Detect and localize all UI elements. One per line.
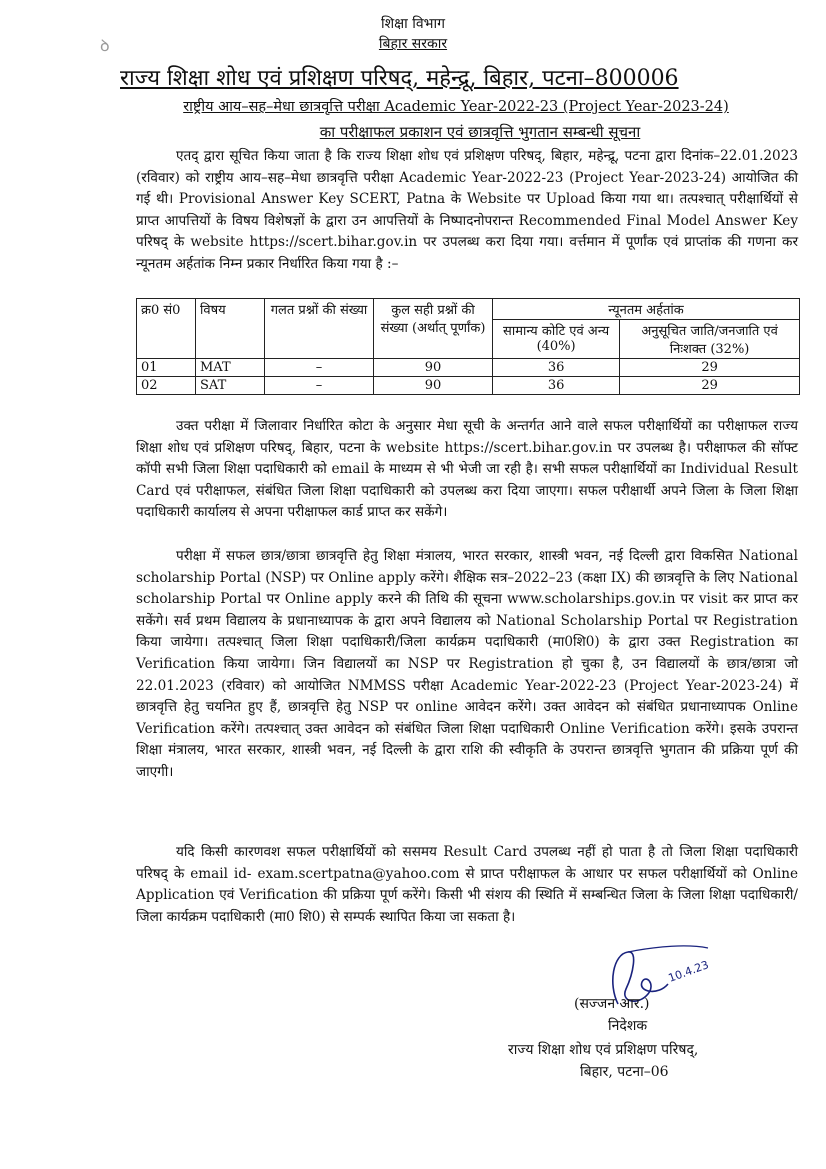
signatory-name: (सज्जन आर.) xyxy=(574,996,650,1012)
cell-serial: 01 xyxy=(137,359,196,377)
paragraph-contact: यदि किसी कारणवश सफल परीक्षार्थियों को ससमय Result Card उपलब्ध नहीं हो पाता है तो जिला शिक्षा पदाधिकारी परिषद् के email id- exam.scertpatna@yahoo.com से प्राप्त परीक्षाफल के आधार पर सफल परीक्षार्थियों को Online Application एवं Verification की प्रक्रिया पूर्ण करेंगे। किसी भी संशय की स्थिति में सम्बन्धित जिला के जिला शिक्षा पदाधिकारी/जिला कार्यक्रम पदाधिकारी (मा0 शि0) से सम्पर्क स्थापित किया जा सकता है। xyxy=(136,844,798,925)
table-header-row xyxy=(137,299,800,320)
header-general: सामान्य कोटि एवं अन्य (40%) xyxy=(493,320,620,359)
cell-sc-st: 29 xyxy=(620,377,800,395)
cell-subject: MAT xyxy=(196,359,265,377)
signatory-city: बिहार, पटना–06 xyxy=(580,1064,669,1080)
paragraph-scholarship: परीक्षा में सफल छात्र/छात्रा छात्रवृत्ति हेतु शिक्षा मंत्रालय, भारत सरकार, शास्त्री भवन, नई दिल्ली द्वारा विकसित National scholarship Portal (NSP) पर Online apply करेंगे। शैक्षिक सत्र–2022–23 (कक्षा IX) की छात्रवृत्ति के लिए National scholarship Portal पर Online apply करने की तिथि की सूचना www.scholarships.gov.in पर visit कर प्राप्त कर सकेंगे। सर्व प्रथम विद्यालय के प्रधानाध्यापक के द्वारा अपने विद्यालय को National Scholarship Portal पर Registration किया जायेगा। तत्पश्चात् जिला शिक्षा पदाधिकारी/जिला कार्यक्रम पदाधिकारी (मा0शि0) के द्वारा उक्त Registration का Verification किया जायेगा। जिन विद्यालयों का NSP पर Registration हो चुका है, उन विद्यालयों के छात्र/छात्रा जो 22.01.2023 (रविवार) को आयोजित NMMSS परीक्षा Academic Year-2022-23 (Project Year-2023-24) में छात्रवृत्ति हेतु चयनित हुए हैं, छात्रवृत्ति हेतु NSP पर online आवेदन करेंगे। उक्त आवेदन को संबंधित प्रधानाध्यापक Online Verification करेंगे। तत्पश्चात् उक्त आवेदन को संबंधित जिला शिक्षा पदाधिकारी Online Verification करेंगे। इसके उपरान्त शिक्षा मंत्रालय, भारत सरकार, शास्त्री भवन, नई दिल्ली के द्वारा राशि की स्वीकृति के उपरान्त छात्रवृत्ति भुगतान की प्रक्रिया पूर्ण की जाएगी। xyxy=(136,548,798,780)
notice-subject-line2: का परीक्षाफल प्रकाशन एवं छात्रवृत्ति भुगतान सम्बन्धी सूचना xyxy=(319,123,641,141)
paragraph-intro: एतद् द्वारा सूचित किया जाता है कि राज्य शिक्षा शोध एवं प्रशिक्षण परिषद्, बिहार, महेन्द्रू, पटना द्वारा दिनांक–22.01.2023 (रविवार) को राष्ट्रीय आय–सह–मेधा छात्रवृत्ति परीक्षा Academic Year-2022-23 (Project Year-2023-24) आयोजित की गई थी। Provisional Answer Key SCERT, Patna के Website पर Upload किया गया था। तत्पश्चात् परीक्षार्थियों से प्राप्त आपत्तियों के विषय विशेषज्ञों के द्वारा उन आपत्तियों के निष्पादनोपरान्त Recommended Final Model Answer Key परिषद् के website https://scert.bihar.gov.in पर उपलब्ध करा दिया गया। वर्त्तमान में पूर्णांक एवं प्राप्तांक की गणना कर न्यूनतम अर्हतांक निम्न प्रकार निर्धारित किया गया है :– xyxy=(136,148,798,272)
government-name: बिहार सरकार xyxy=(378,36,448,52)
header-serial: क्र0 सं0 xyxy=(137,299,196,359)
header-subject: विषय xyxy=(196,299,265,359)
svg-text:10.4.23: 10.4.23 xyxy=(666,958,711,985)
signatory-title: निदेशक xyxy=(608,1018,648,1034)
header-min-qualifying: न्यूनतम अर्हतांक xyxy=(493,299,800,320)
notice-subject-line1: राष्ट्रीय आय–सह–मेधा छात्रवृत्ति परीक्षा Academic Year-2022-23 (Project Year-2023-24) xyxy=(183,99,729,115)
scan-mark-icon: ꝺ xyxy=(100,36,110,55)
department-name: शिक्षा विभाग xyxy=(380,16,446,32)
header-sc-st: अनुसूचित जाति/जनजाति एवं निःशक्त (32%) xyxy=(620,320,800,359)
table-row xyxy=(137,377,800,395)
cell-general: 36 xyxy=(493,359,620,377)
cell-general: 36 xyxy=(493,377,620,395)
paragraph-result: उक्त परीक्षा में जिलावार निर्धारित कोटा के अनुसार मेधा सूची के अन्तर्गत आने वाले सफल परीक्षार्थियों का परीक्षाफल राज्य शिक्षा शोध एवं प्रशिक्षण परिषद्, बिहार, पटना के website https://scert.bihar.gov.in पर उपलब्ध है। परीक्षाफल की सॉफ्ट कॉपी सभी जिला शिक्षा पदाधिकारी को email के माध्यम से भी भेजी जा रही है। सभी सफल परीक्षार्थियों का Individual Result Card एवं परीक्षाफल, संबंधित जिला शिक्षा पदाधिकारी को उपलब्ध करा दिया जाएगा। सफल परीक्षार्थी अपने जिला के जिला शिक्षा पदाधिकारी कार्यालय से अपना परीक्षाफल कार्ड प्राप्त कर सकेंगे। xyxy=(136,418,798,521)
table-row xyxy=(137,359,800,377)
signatory-organization: राज्य शिक्षा शोध एवं प्रशिक्षण परिषद्, xyxy=(508,1042,699,1058)
cell-serial: 02 xyxy=(137,377,196,395)
cell-wrong: – xyxy=(265,377,374,395)
qualifying-marks-table xyxy=(136,298,800,395)
header-total-correct: कुल सही प्रश्नों की संख्या (अर्थात् पूर्णांक) xyxy=(374,299,493,359)
cell-total: 90 xyxy=(374,359,493,377)
cell-total: 90 xyxy=(374,377,493,395)
organization-name: राज्य शिक्षा शोध एवं प्रशिक्षण परिषद्, महेन्द्रू, बिहार, पटना–800006 xyxy=(120,66,679,91)
cell-sc-st: 29 xyxy=(620,359,800,377)
header-wrong-questions: गलत प्रश्नों की संख्या xyxy=(265,299,374,359)
cell-wrong: – xyxy=(265,359,374,377)
cell-subject: SAT xyxy=(196,377,265,395)
